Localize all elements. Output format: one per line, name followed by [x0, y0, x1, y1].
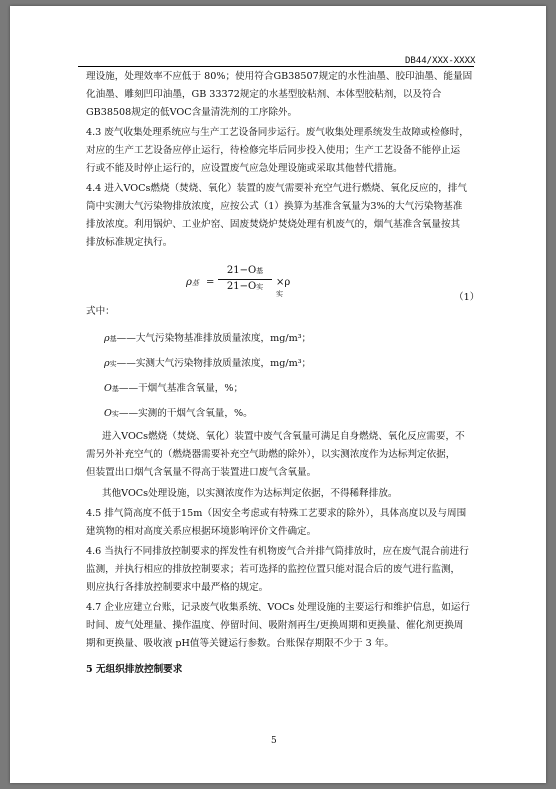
text-line: 则应执行各排放控制要求中最严格的规定。	[86, 582, 269, 593]
text-line: 式中：	[86, 306, 115, 317]
text-line: 时间、废气处理量、操作温度、停留时间、吸附剂再生/更换周期和更换量、催化剂更换周	[86, 620, 464, 631]
formula-number: （1）	[454, 292, 480, 303]
text-line: 但装置出口烟气含氧量不得高于装置进口废气含氧量。	[86, 467, 317, 478]
formula-equals: =	[206, 277, 215, 288]
formula-fraction: 21−O基 21−O实	[218, 265, 272, 294]
text-line: 理设施，处理效率不应低于 80%；使用符合GB38507规定的水性油墨、胶印油墨、能量固	[86, 71, 473, 82]
formula-rhs: ×ρ实	[276, 277, 291, 298]
symbol-definition: ρ基——大气污染物基准排放质量浓度，mg/m³；	[104, 333, 312, 344]
page-number: 5	[271, 736, 277, 746]
document-code: DB44/XXX-XXXX	[405, 56, 476, 66]
text-line: 监测，并执行相应的排放控制要求；若可选择的监控位置只能对混合后的废气进行监测，	[86, 564, 461, 575]
text-line: 4.6 当执行不同排放控制要求的挥发性有机物废气合并排气筒排放时，应在废气混合前进行	[86, 546, 469, 557]
text-line: 排放浓度。利用锅炉、工业炉窑、固废焚烧炉焚烧处理有机废气的，烟气基准含氧量按其	[86, 219, 461, 230]
formula-lhs: ρ基	[186, 277, 199, 288]
formula-1	[186, 265, 296, 299]
text-line: 4.7 企业应建立台账，记录废气收集系统、VOCs 处理设施的主要运行和维护信息，如运行	[86, 602, 471, 613]
text-line: 进入VOCs燃烧（焚烧、氧化）装置中废气含氧量可满足自身燃烧、氧化反应需要，不	[102, 431, 465, 442]
text-line: GB38508规定的低VOC含量清洗剂的工序除外。	[86, 107, 298, 118]
text-line: 化油墨、雕刻凹印油墨，GB 33372规定的水基型胶粘剂、本体型胶粘剂，以及符合	[86, 89, 442, 100]
text-line: 4.5 排气筒高度不低于15m（因安全考虑或有特殊工艺要求的除外），具体高度以及与周围	[86, 508, 467, 519]
header-rule	[78, 66, 474, 67]
text-line: 排放标准规定执行。	[86, 237, 173, 248]
text-line: 需另外补充空气的（燃烧器需要补充空气助燃的除外），以实测浓度作为达标判定依据，	[86, 449, 456, 460]
text-line: 行或不能及时停止运行的，应设置废气应急处理设施或采取其他替代措施。	[86, 163, 403, 174]
text-line: 对应的生产工艺设备应停止运行，待检修完毕后同步投入使用；生产工艺设备不能停止运	[86, 145, 461, 156]
text-line: 4.4 进入VOCs燃烧（焚烧、氧化）装置的废气需要补充空气进行燃烧、氧化反应的，排气	[86, 183, 467, 194]
symbol-definition: ρ实——实测大气污染物排放质量浓度，mg/m³；	[104, 358, 312, 369]
text-line: 4.3 废气收集处理系统应与生产工艺设备同步运行。废气收集处理系统发生故障或检修时，	[86, 127, 469, 138]
text-line: 建筑物的相对高度关系应根据环境影响评价文件确定。	[86, 526, 317, 537]
text-line: 期和更换量、吸收液 pH值等关键运行参数。台账保存期限不少于 3 年。	[86, 638, 394, 649]
symbol-definition: O实——实测的干烟气含氧量，%。	[104, 408, 253, 419]
text-line: 其他VOCs处理设施，以实测浓度作为达标判定依据，不得稀释排放。	[102, 488, 398, 499]
text-line: 5 无组织排放控制要求	[86, 664, 183, 675]
text-line: 筒中实测大气污染物排放浓度，应按公式（1）换算为基准含氧量为3%的大气污染物基准	[86, 201, 463, 212]
symbol-definition: O基——干烟气基准含氧量，%；	[104, 383, 244, 394]
